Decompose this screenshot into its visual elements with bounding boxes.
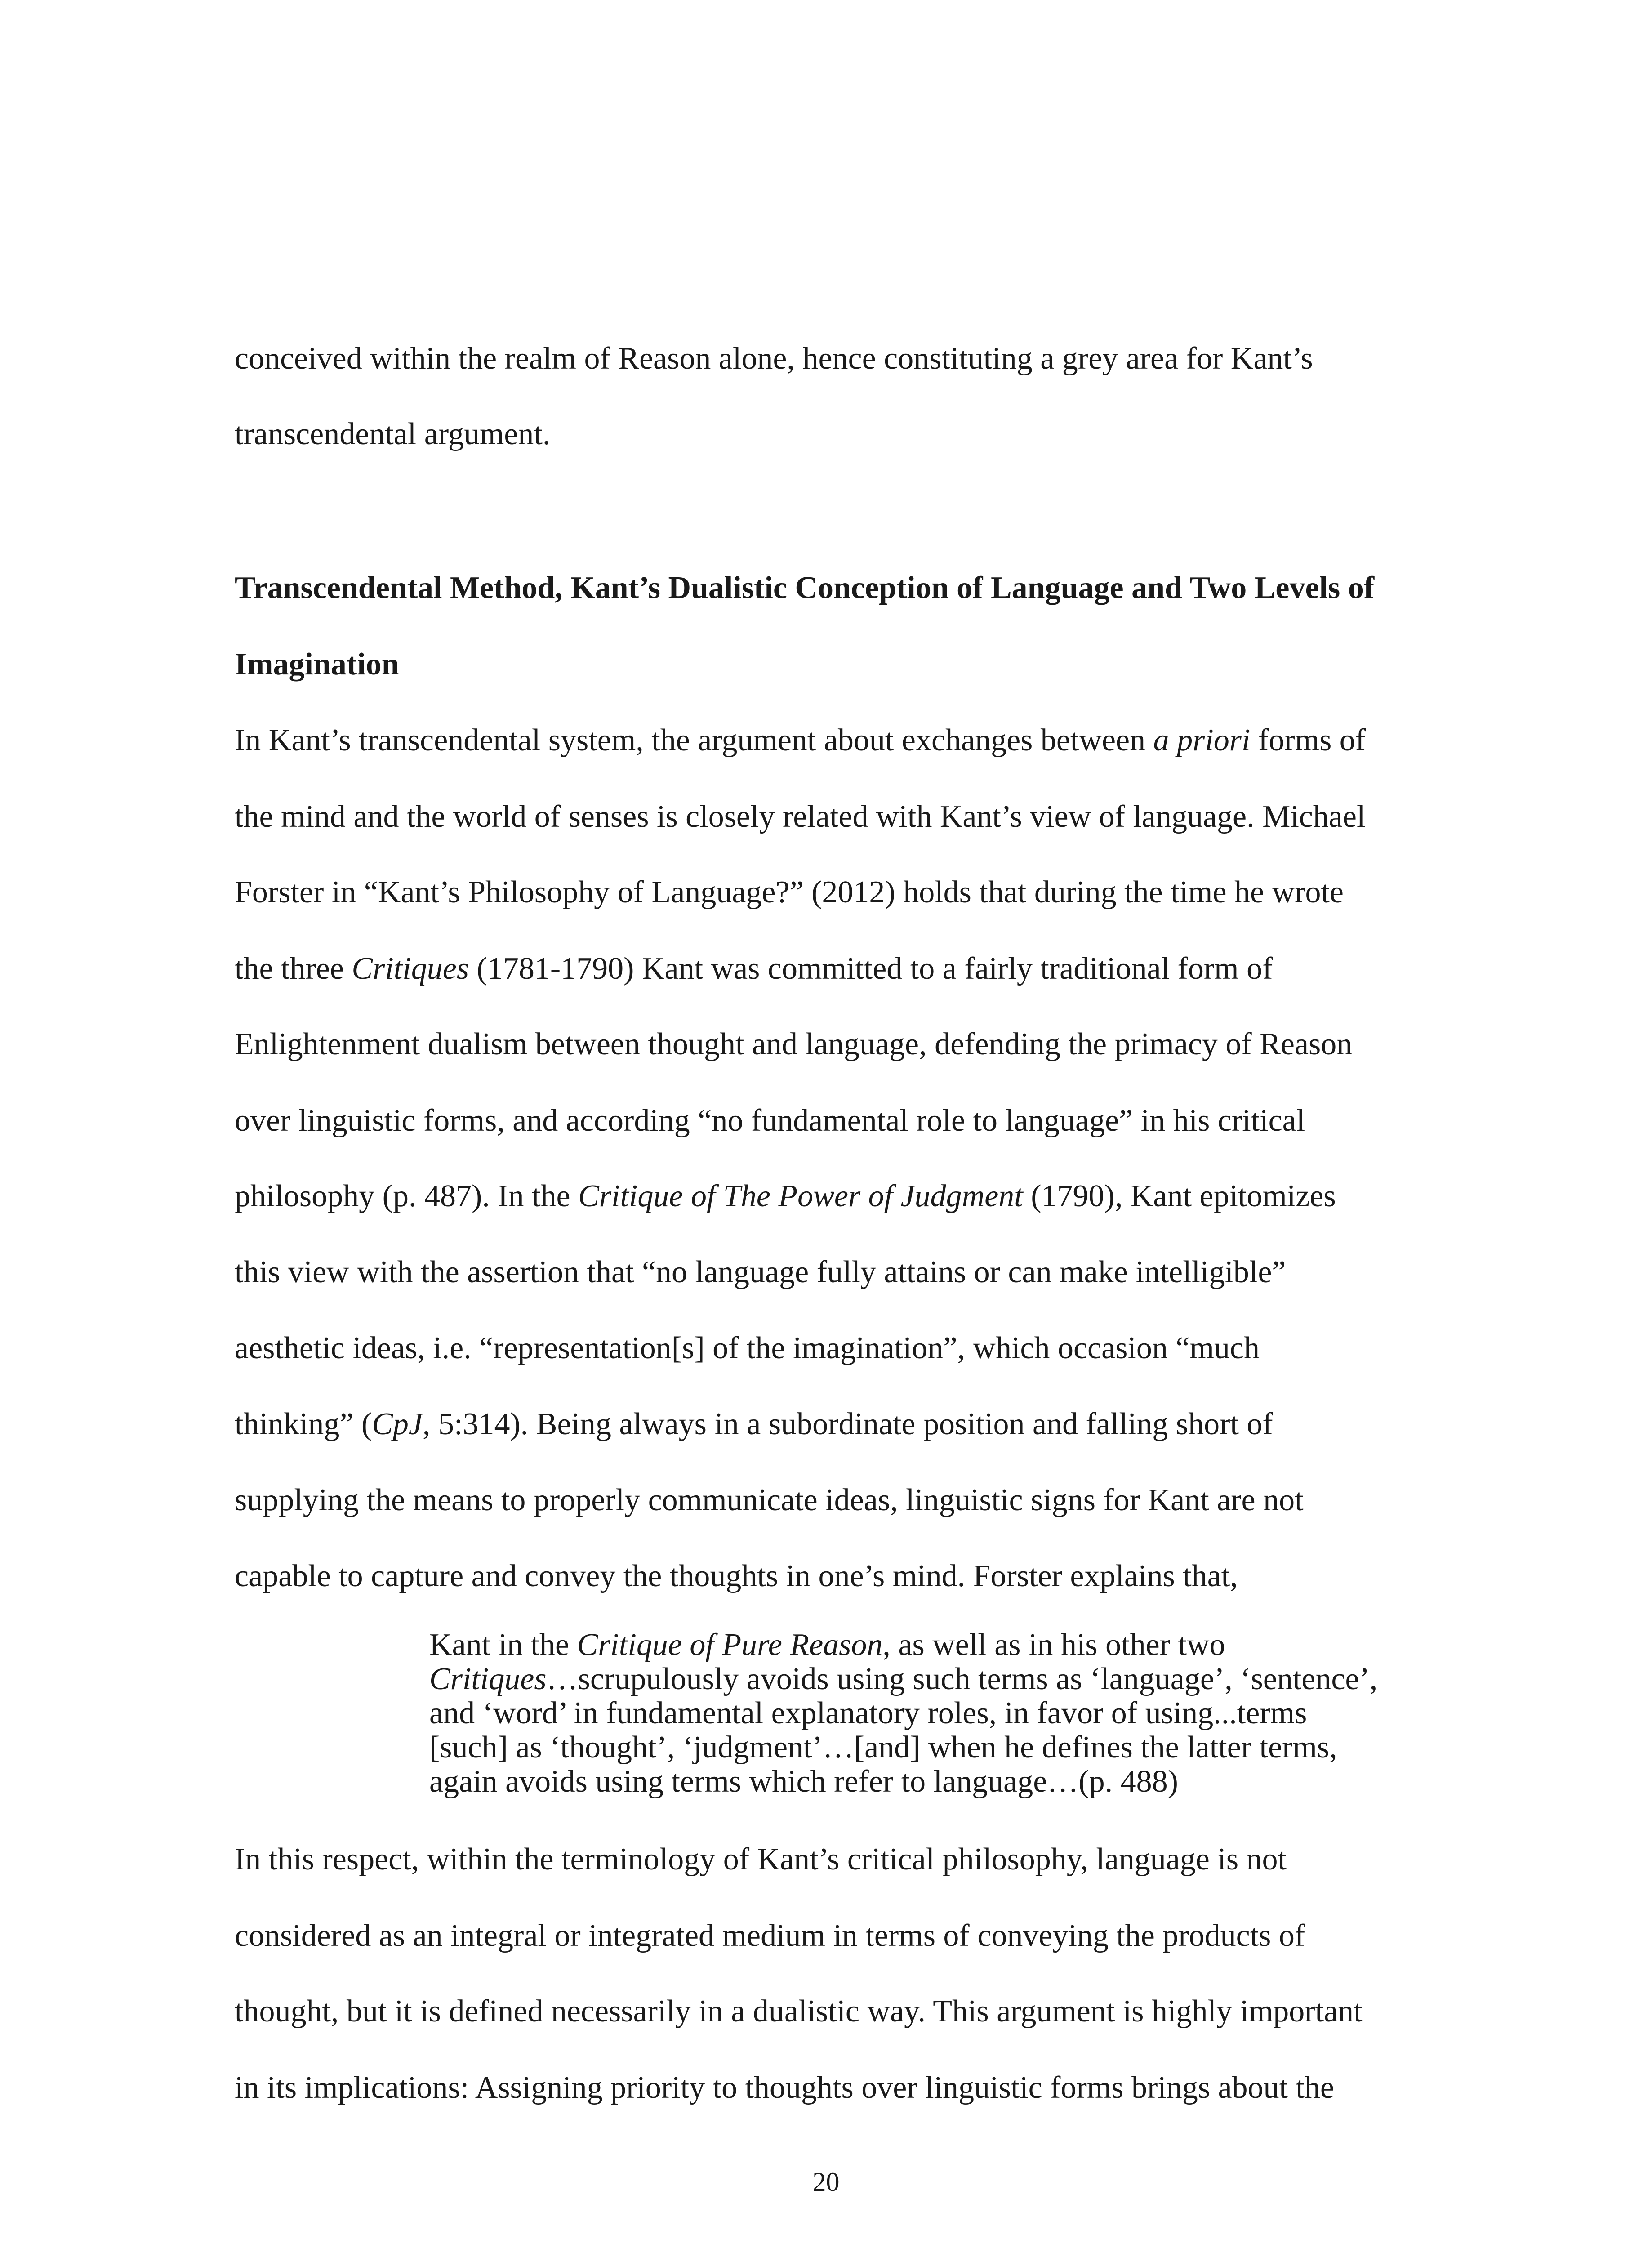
section-heading: Transcendental Method, Kant’s Dualistic Conception of Language and Two Levels of: [235, 571, 1375, 605]
paragraph-line: this view with the assertion that “no language fully attains or can make intelligible”: [235, 1255, 1286, 1289]
block-quote-line: Kant in the Critique of Pure Reason, as well as in his other two: [429, 1628, 1225, 1662]
paragraph-line: philosophy (p. 487). In the Critique of The Power of Judgment (1790), Kant epitomizes: [235, 1179, 1336, 1213]
paragraph-line: in its implications: Assigning priority to thoughts over linguistic forms brings about the: [235, 2070, 1335, 2105]
page-number: 20: [812, 2167, 840, 2197]
block-quote-line: [such] as ‘thought’, ‘judgment’…[and] when he defines the latter terms,: [429, 1730, 1337, 1765]
paragraph-line: considered as an integral or integrated medium in terms of conveying the products of: [235, 1918, 1305, 1953]
italic-title: Critiques: [429, 1662, 547, 1696]
paragraph-line: over linguistic forms, and according “no fundamental role to language” in his critical: [235, 1103, 1305, 1138]
italic-citation: CpJ: [372, 1407, 423, 1441]
paragraph-line: Enlightenment dualism between thought and language, defending the primacy of Reason: [235, 1027, 1353, 1062]
paragraph-line: supplying the means to properly communicate ideas, linguistic signs for Kant are not: [235, 1483, 1304, 1517]
paragraph-line: Forster in “Kant’s Philosophy of Language?” (2012) holds that during the time he wrote: [235, 875, 1344, 910]
paragraph-line: aesthetic ideas, i.e. “representation[s] of the imagination”, which occasion “much: [235, 1331, 1260, 1365]
italic-term: a priori: [1153, 723, 1251, 758]
italic-title: Critique of Pure Reason: [577, 1628, 883, 1662]
paragraph-line: In Kant’s transcendental system, the argument about exchanges between a priori forms of: [235, 723, 1366, 758]
paragraph-line: thinking” (CpJ, 5:314). Being always in a subordinate position and falling short of: [235, 1407, 1273, 1441]
italic-title: Critiques: [352, 951, 469, 986]
paragraph-line: thought, but it is defined necessarily in a dualistic way. This argument is highly important: [235, 1994, 1363, 2029]
block-quote-line: and ‘word’ in fundamental explanatory roles, in favor of using...terms: [429, 1696, 1307, 1731]
paragraph-line: the mind and the world of senses is closely related with Kant’s view of language. Michael: [235, 799, 1366, 834]
paragraph-line: In this respect, within the terminology of Kant’s critical philosophy, language is not: [235, 1842, 1287, 1877]
paragraph-line: the three Critiques (1781-1790) Kant was committed to a fairly traditional form of: [235, 951, 1273, 986]
paragraph-line: capable to capture and convey the thoughts in one’s mind. Forster explains that,: [235, 1559, 1238, 1593]
block-quote-line: again avoids using terms which refer to language…(p. 488): [429, 1764, 1178, 1799]
body-line: conceived within the realm of Reason alone, hence constituting a grey area for Kant’s: [235, 341, 1313, 376]
body-line: transcendental argument.: [235, 417, 551, 451]
block-quote-line: Critiques…scrupulously avoids using such terms as ‘language’, ‘sentence’,: [429, 1662, 1378, 1696]
section-heading-continued: Imagination: [235, 647, 399, 682]
italic-title: Critique of The Power of Judgment: [578, 1179, 1023, 1213]
